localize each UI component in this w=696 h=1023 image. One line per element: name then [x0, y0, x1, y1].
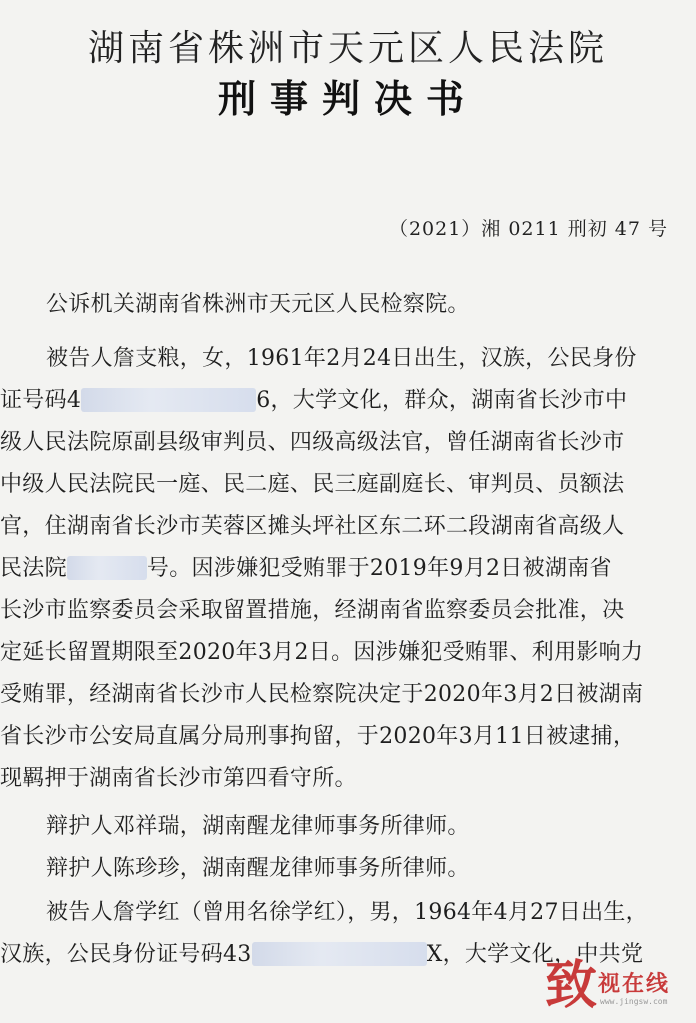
watermark-text: 视在线 — [598, 972, 671, 997]
body-line — [0, 383, 627, 414]
redaction-block — [252, 942, 427, 966]
body-line: 公诉机关湖南省株洲市天元区人民检察院。 — [46, 292, 470, 317]
text-fragment: 6，大学文化，群众，湖南省长沙市中 — [256, 388, 628, 413]
body-line — [0, 551, 612, 582]
redaction-block — [67, 556, 147, 580]
body-line: 辩护人邓祥瑞，湖南醒龙律师事务所律师。 — [46, 814, 470, 839]
body-line: 中级人民法院民一庭、民二庭、民三庭副庭长、审判员、员额法 — [0, 472, 625, 497]
text-fragment: 民法院 — [0, 556, 67, 581]
text-fragment: X，大学文化，中共党 — [426, 942, 644, 967]
body-line: 辩护人陈珍珍，湖南醒龙律师事务所律师。 — [46, 856, 470, 881]
body-line: 长沙市监察委员会采取留置措施，经湖南省监察委员会批准，决 — [0, 598, 625, 623]
watermark-logo-icon: 致 — [544, 956, 597, 1016]
redaction-block — [81, 388, 256, 412]
body-line: 现羁押于湖南省长沙市第四看守所。 — [0, 766, 357, 791]
body-line: 被告人詹支粮，女，1961年2月24日出生，汉族，公民身份 — [46, 346, 637, 371]
text-fragment: 证号码4 — [0, 388, 82, 413]
body-line: 省长沙市公安局直属分局刑事拘留，于2020年3月11日被逮捕， — [0, 724, 636, 749]
text-fragment: 号。因涉嫌犯受贿罪于2019年9月2日被湖南省 — [146, 556, 612, 581]
text-fragment: 汉族，公民身份证号码43 — [0, 942, 252, 967]
case-number: （2021）湘 0211 刑初 47 号 — [388, 218, 668, 240]
watermark — [540, 955, 690, 1017]
document-type: 刑事判决书 — [217, 77, 478, 121]
body-line: 受贿罪，经湖南省长沙市人民检察院决定于2020年3月2日被湖南 — [0, 682, 644, 707]
watermark-url: www.jingsw.com — [600, 997, 668, 1006]
court-name: 湖南省株洲市天元区人民法院 — [87, 28, 608, 69]
body-line: 定延长留置期限至2020年3月2日。因涉嫌犯受贿罪、利用影响力 — [0, 640, 644, 665]
body-line: 级人民法院原副县级审判员、四级高级法官，曾任湖南省长沙市 — [0, 430, 625, 455]
body-line: 官，住湖南省长沙市芙蓉区摊头坪社区东二环二段湖南省高级人 — [0, 514, 625, 539]
body-line: 被告人詹学红（曾用名徐学红），男，1964年4月27日出生， — [46, 900, 648, 925]
